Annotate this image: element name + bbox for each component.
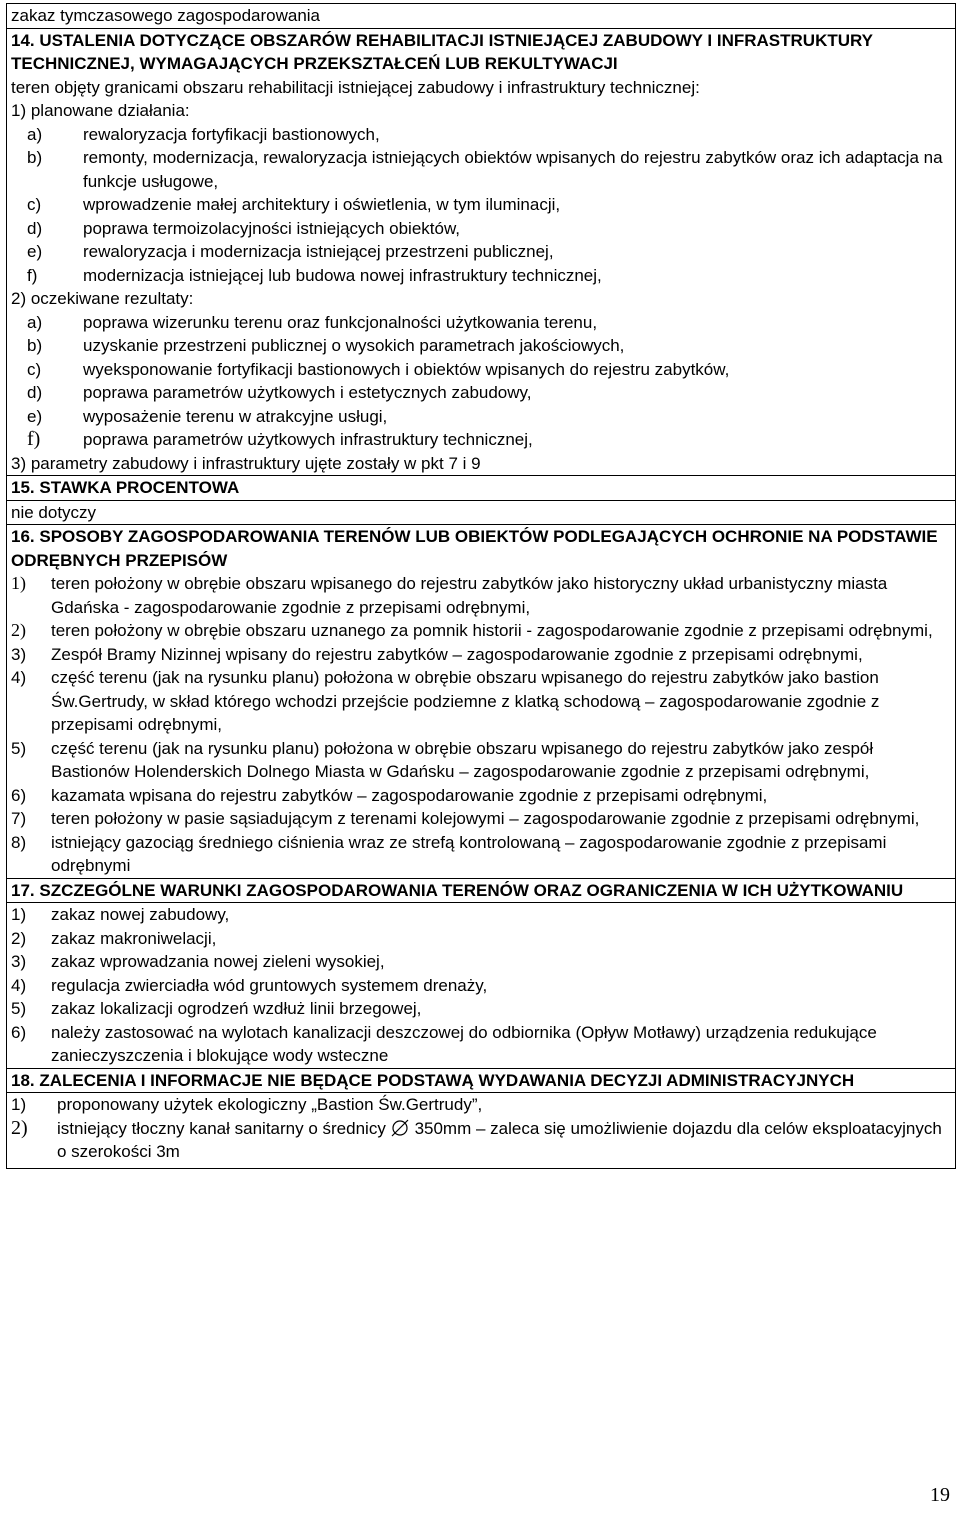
list-item-text: modernizacja istniejącej lub budowa nowej infrastruktury technicznej,: [83, 265, 602, 285]
section-18-heading: 18. ZALECENIA I INFORMACJE NIE BĘDĄCE PODSTAWĄ WYDAWANIA DECYZJI ADMINISTRACYJNYCH: [11, 1070, 855, 1090]
list-item-label: b): [27, 148, 43, 167]
list-item-text: poprawa termoizolacyjności istniejących obiektów,: [83, 218, 461, 238]
s18-item-text-wrap: [57, 1117, 951, 1164]
list-item-text: teren położony w pasie sąsiadującym z terenami kolejowymi – zagospodarowanie zgodnie z przepisami odrębnymi,: [51, 809, 920, 828]
list-item: [27, 240, 951, 264]
list-item-label: 1): [11, 573, 26, 593]
list-item: [27, 358, 951, 382]
list-item: [11, 903, 951, 927]
list-item: [27, 405, 951, 429]
section-15-heading: 15. STAWKA PROCENTOWA: [11, 478, 240, 497]
s18-item-label: 1): [11, 1095, 27, 1114]
list-item-text: teren położony w obrębie obszaru uznanego za pomnik historii - zagospodarowanie zgodnie z przepisami odrębnymi,: [51, 621, 933, 640]
list-item-text: należy zastosować na wylotach kanalizacji deszczowej do odbiornika (Opływ Motławy) urządzenia redukujące zanieczyszczenia i blokujące wody wsteczne: [51, 1022, 877, 1065]
list-item: [11, 974, 951, 998]
list-item-label: 4): [11, 975, 27, 995]
section-14-p2: 2) oczekiwane rezultaty:: [11, 289, 194, 308]
list-item-text: poprawa wizerunku terenu oraz funkcjonalności użytkowania terenu,: [83, 312, 598, 332]
s18-item: [11, 1117, 951, 1164]
list-item-text: Zespół Bramy Nizinnej wpisany do rejestru zabytków – zagospodarowanie zgodnie z przepisami odrębnymi,: [51, 644, 863, 664]
list-item: [27, 381, 951, 405]
s16-list: [11, 572, 951, 878]
list-item-text: zakaz makroniwelacji,: [51, 928, 217, 948]
list-item-label: c): [27, 195, 42, 214]
list-item-label: 7): [11, 809, 27, 828]
s18-item-label: 2): [11, 1116, 28, 1139]
list-item-label: a): [27, 124, 43, 144]
list-item: [11, 619, 951, 643]
list-item: [27, 193, 951, 217]
list-item-label: f): [27, 428, 41, 450]
page-number: 19: [930, 1484, 950, 1506]
list-item-text: istniejący gazociąg średniego ciśnienia wraz ze strefą kontrolowaną – zagospodarowanie zgodnie z przepisami odrębnymi: [51, 832, 887, 875]
list-item-label: 1): [11, 905, 27, 924]
list-item-text: regulacja zwierciadła wód gruntowych systemem drenaży,: [51, 975, 488, 995]
list-item-text: wyposażenie terenu w atrakcyjne usługi,: [83, 406, 388, 426]
s17-list: [11, 903, 951, 1068]
section-16-heading: 16. SPOSOBY ZAGOSPODAROWANIA TERENÓW LUB OBIEKTÓW PODLEGAJĄCYCH OCHRONIE NA PODSTAWIE ODRĘBNYCH PRZEPISÓW: [11, 527, 938, 570]
list-item: [11, 1021, 951, 1068]
list-item: [11, 950, 951, 974]
section-18-heading-row: [6, 1069, 956, 1094]
list-item-label: 2): [11, 620, 26, 640]
list-item-label: d): [27, 218, 43, 238]
list-item-text: remonty, modernizacja, rewaloryzacja istniejących obiektów wpisanych do rejestru zabytków oraz ich adaptacja na funkcje usługowe,: [83, 148, 943, 191]
list-item-label: c): [27, 359, 42, 379]
s18-item-text: proponowany użytek ekologiczny „Bastion Św.Gertrudy”,: [57, 1095, 483, 1114]
section-14: [6, 29, 956, 477]
list-item: [11, 997, 951, 1021]
list-item-label: 6): [11, 1022, 27, 1042]
list-item-label: e): [27, 242, 43, 261]
results-list: [11, 311, 951, 452]
list-item-label: 5): [11, 738, 27, 758]
list-item-text: kazamata wpisana do rejestru zabytków – zagospodarowanie zgodnie z przepisami odrębnymi,: [51, 785, 768, 805]
section-17-heading: 17. SZCZEGÓLNE WARUNKI ZAGOSPODAROWANIA TERENÓW ORAZ OGRANICZENIA W ICH UŻYTKOWANIU: [11, 880, 904, 900]
list-item: [11, 572, 951, 619]
diameter-icon: [391, 1119, 409, 1137]
section-14-heading: 14. USTALENIA DOTYCZĄCE OBSZARÓW REHABILITACJI ISTNIEJĄCEJ ZABUDOWY I INFRASTRUKTURY TECHNICZNEJ, WYMAGAJĄCYCH PRZEKSZTAŁCEŃ LUB REKULTYWACJI: [11, 30, 873, 73]
section-16: [6, 525, 956, 879]
list-item: [27, 264, 951, 288]
s18-item-text-b: 350mm – zaleca się umożliwienie dojazdu dla celów eksploatacyjnych o szerokości 3m: [57, 1118, 942, 1161]
actions-list: [11, 123, 951, 288]
section-17-heading-row: [6, 879, 956, 904]
section-14-lead: teren objęty granicami obszaru rehabilitacji istniejącej zabudowy i infrastruktury technicznej:: [11, 77, 700, 97]
list-item-label: 5): [11, 999, 27, 1018]
section-17-body-row: [6, 903, 956, 1069]
section-15: [6, 476, 956, 501]
section-15-body-row: [6, 501, 956, 526]
list-item-text: wprowadzenie małej architektury i oświetlenia, w tym iluminacji,: [83, 195, 561, 214]
list-item-text: wyeksponowanie fortyfikacji bastionowych i obiektów wpisanych do rejestru zabytków,: [83, 359, 730, 379]
list-item: [11, 831, 951, 878]
section-14-p3: 3) parametry zabudowy i infrastruktury ujęte zostały w pkt 7 i 9: [11, 453, 481, 473]
list-item: [11, 737, 951, 784]
list-item: [27, 146, 951, 193]
list-item-text: zakaz wprowadzania nowej zieleni wysokiej,: [51, 952, 385, 971]
intro-text: zakaz tymczasowego zagospodarowania: [11, 6, 321, 25]
list-item: [11, 643, 951, 667]
list-item-text: część terenu (jak na rysunku planu) położona w obrębie obszaru wpisanego do rejestru zabytków jako bastion Św.Gertrudy, w skład którego wchodzi przejście podziemne z klatką schodową – zagospodarowanie zgodnie z przepisami odrębnymi,: [51, 668, 880, 734]
list-item-label: d): [27, 383, 43, 402]
list-item-text: część terenu (jak na rysunku planu) położona w obrębie obszaru wpisanego do rejestru zabytków jako zespół Bastionów Holenderskich Dolnego Miasta w Gdańsku – zagospodarowanie zgodnie z przepisami odrębnymi,: [51, 738, 874, 781]
list-item-label: e): [27, 406, 43, 426]
list-item-text: teren położony w obrębie obszaru wpisanego do rejestru zabytków jako historyczny układ urbanistyczny miasta Gdańska - zagospodarowanie zgodnie z przepisami odrębnymi,: [51, 574, 888, 617]
list-item-label: 6): [11, 785, 27, 805]
list-item: [27, 428, 951, 452]
list-item: [11, 784, 951, 808]
list-item-label: 3): [11, 952, 27, 971]
list-item-label: 3): [11, 644, 27, 664]
list-item-text: rewaloryzacja fortyfikacji bastionowych,: [83, 124, 380, 144]
list-item: [11, 807, 951, 831]
intro-row: [6, 3, 956, 29]
list-item-text: poprawa parametrów użytkowych i estetycznych zabudowy,: [83, 383, 532, 402]
list-item: [27, 311, 951, 335]
list-item-text: zakaz nowej zabudowy,: [51, 905, 230, 924]
list-item-label: b): [27, 336, 43, 355]
list-item-label: 4): [11, 668, 27, 687]
list-item: [27, 334, 951, 358]
list-item-text: poprawa parametrów użytkowych infrastruktury technicznej,: [83, 430, 533, 449]
list-item-label: a): [27, 312, 43, 332]
list-item: [27, 217, 951, 241]
s18-item: [11, 1093, 951, 1117]
document-page: [6, 3, 956, 1169]
list-item-text: rewaloryzacja i modernizacja istniejącej przestrzeni publicznej,: [83, 242, 554, 261]
section-18-body-row: [6, 1093, 956, 1169]
list-item-text: uzyskanie przestrzeni publicznej o wysokich parametrach jakościowych,: [83, 336, 625, 355]
list-item-label: 8): [11, 832, 27, 852]
list-item-label: f): [27, 265, 38, 285]
list-item-text: zakaz lokalizacji ogrodzeń wzdłuż linii brzegowej,: [51, 999, 422, 1018]
list-item: [11, 666, 951, 737]
list-item-label: 2): [11, 928, 27, 948]
s18-item-text-a: istniejący tłoczny kanał sanitarny o średnicy: [57, 1118, 386, 1138]
list-item: [27, 123, 951, 147]
section-14-p1: 1) planowane działania:: [11, 101, 190, 120]
list-item: [11, 927, 951, 951]
section-15-body: nie dotyczy: [11, 502, 97, 522]
